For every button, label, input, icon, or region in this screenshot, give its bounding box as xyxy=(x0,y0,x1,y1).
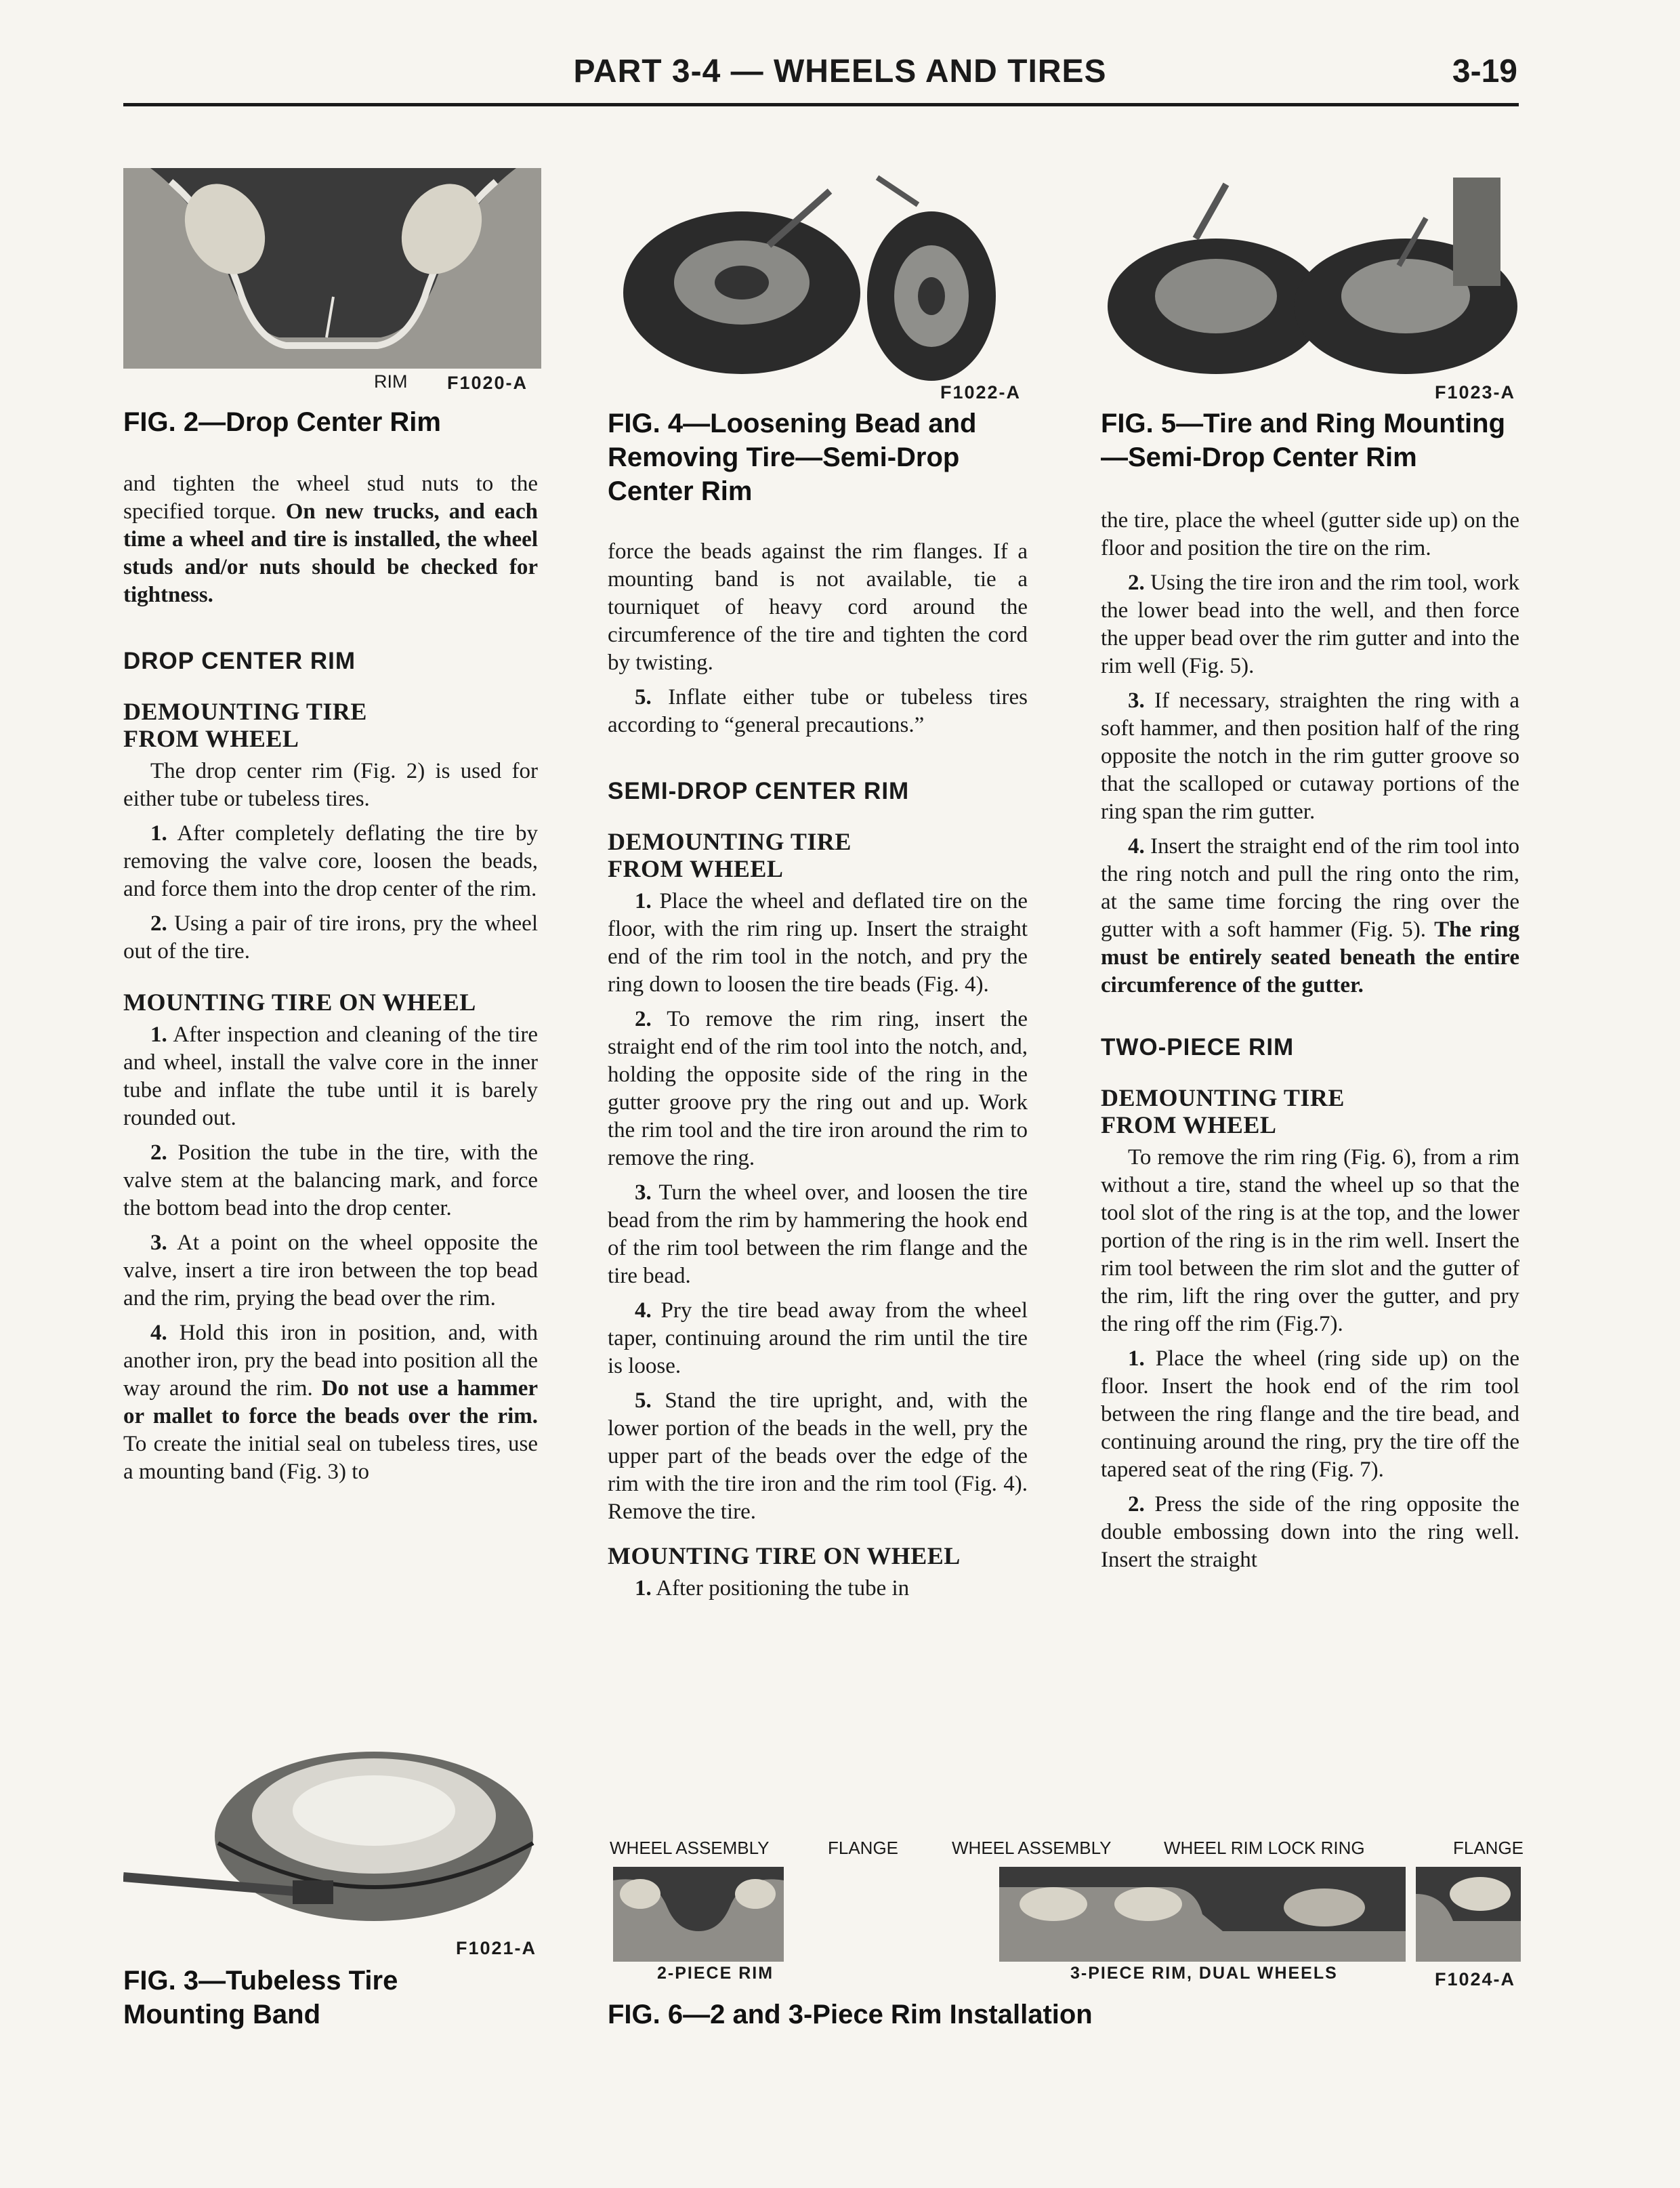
figure-tire-ring-mounting xyxy=(1101,164,1521,381)
col3-step-3: 3. If necessary, straighten the ring with a soft hammer, and then position half of the ring opposite the notch in the rim gutter groove so that the scalloped or cutaway portions of the ring span the rim gutter. xyxy=(1101,688,1519,824)
fig6-label-lock-ring: WHEEL RIM LOCK RING xyxy=(1164,1838,1365,1858)
col2-mount-step-1: 1. After positioning the tube in xyxy=(635,1576,910,1601)
page-number: 3-19 xyxy=(1452,54,1517,89)
heading-demounting-1: DEMOUNTING TIRE FROM WHEEL xyxy=(123,698,367,752)
text-column-1 xyxy=(123,470,538,1493)
fig5-caption-line1: FIG. 5—Tire and Ring Mounting xyxy=(1101,409,1506,438)
text-column-2 xyxy=(608,538,1028,1609)
col1-step-1: 1. After completely deflating the tire by removing the valve core, loosen the beads, and force them into the drop center of the rim. xyxy=(123,821,538,901)
fig4-caption xyxy=(608,407,977,508)
fig4-caption-line3: Center Rim xyxy=(608,476,753,506)
col1-mount-step-1: 1. After inspection and cleaning of the tire and wheel, install the valve core in the inner tube and inflate the tube until it is barely rounded out. xyxy=(123,1023,538,1130)
col1-intro-bold: On new trucks, and each time a wheel and tire is installed, the wheel studs and/or nuts should be checked for tightness. xyxy=(123,499,538,607)
page-header-title: PART 3-4 — WHEELS AND TIRES xyxy=(573,54,1107,89)
header-rule xyxy=(123,103,1519,106)
fig3-caption-line2: Mounting Band xyxy=(123,2000,321,2029)
heading-mounting-1: MOUNTING TIRE ON WHEEL xyxy=(123,989,476,1016)
fig4-caption-line1: FIG. 4—Loosening Bead and xyxy=(608,409,977,438)
col3-step-4: 4. Insert the straight end of the rim tool into the ring notch and pull the ring onto the rim, at the same time forcing the ring over the gutter with a soft hammer (Fig. 5). The ring must be entirely seated beneath the entire circumference of the gutter. xyxy=(1101,834,1520,997)
figure-tubeless-mounting-band xyxy=(123,1735,543,1938)
figure-loosening-bead xyxy=(606,164,1026,381)
figure-drop-center-rim xyxy=(123,168,541,369)
fig6-label-flange-2: FLANGE xyxy=(1453,1838,1524,1858)
col2-paragraph-intro: force the beads against the rim flanges. If a mounting band is not available, tie a tourniquet of heavy cord around the circumference of the tire and tighten the cord by twisting. xyxy=(608,539,1028,675)
col3-step-2: 2. Using the tire iron and the rim tool, work the lower bead into the well, and then force the upper bead over the rim gutter and into the rim well (Fig. 5). xyxy=(1101,571,1519,678)
heading-mounting-2: MOUNTING TIRE ON WHEEL xyxy=(608,1542,961,1569)
fig3-code: F1021-A xyxy=(456,1938,537,1958)
col2-demount-step-1: 1. Place the wheel and deflated tire on the floor, with the rim ring up. Insert the straight end of the rim tool in the notch, and pry the ring down to loosen the tire beads (Fig. 4). xyxy=(608,889,1028,997)
fig3-caption-line1: FIG. 3—Tubeless Tire xyxy=(123,1966,398,1996)
text-column-3 xyxy=(1101,507,1519,1581)
col3-two-piece-step-1: 1. Place the wheel (ring side up) on the floor. Insert the hook end of the rim tool between the ring flange and the tire bead, and continuing around the ring, pry the tire off the tapered seat of the ring (Fig. 7). xyxy=(1101,1346,1520,1482)
heading-demounting-2: DEMOUNTING TIRE FROM WHEEL xyxy=(608,828,852,882)
fig4-caption-line2: Removing Tire—Semi-Drop xyxy=(608,442,960,472)
fig5-code: F1023-A xyxy=(1435,382,1516,402)
col1-mount-step-2: 2. Position the tube in the tire, with the valve stem at the balancing mark, and force the bottom bead into the drop center. xyxy=(123,1140,538,1220)
figure-lock-ring-detail xyxy=(1416,1867,1521,1962)
heading-demounting-3: DEMOUNTING TIRE FROM WHEEL xyxy=(1101,1084,1345,1138)
fig6-label-wheel-assembly-2: WHEEL ASSEMBLY xyxy=(952,1838,1112,1858)
col3-paragraph-intro: the tire, place the wheel (gutter side up) on the floor and position the tire on the rim. xyxy=(1101,508,1519,560)
fig6-caption: FIG. 6—2 and 3-Piece Rim Installation xyxy=(608,2000,1093,2029)
col2-demount-step-5: 5. Stand the tire upright, and, with the lower portion of the beads in the well, pry the upper part of the beads over the edge of the rim with the tire iron and the rim tool (Fig. 4). Remove the tire. xyxy=(608,1388,1028,1524)
col1-mount-step-3: 3. At a point on the wheel opposite the valve, insert a tire iron between the top bead and the rim, prying the bead over the rim. xyxy=(123,1231,538,1310)
fig2-caption: FIG. 2—Drop Center Rim xyxy=(123,407,441,437)
fig5-caption xyxy=(1101,407,1505,474)
fig2-code: F1020-A xyxy=(447,373,528,393)
col1-step-2: 2. Using a pair of tire irons, pry the wheel out of the tire. xyxy=(123,911,538,964)
col2-demount-step-2: 2. To remove the rim ring, insert the straight end of the rim tool into the notch, and, holding the opposite side of the ring in the gutter groove pry the ring out and up. Work the rim tool and the tire iron around the rim to remove the ring. xyxy=(608,1007,1028,1170)
fig6-sub-2-piece: 2-PIECE RIM xyxy=(657,1964,774,1983)
figure-2-piece-rim xyxy=(613,1867,784,1962)
fig6-label-flange-1: FLANGE xyxy=(828,1838,899,1858)
col2-demount-step-4: 4. Pry the tire bead away from the wheel taper, continuing around the rim until the tire is loose. xyxy=(608,1298,1028,1378)
heading-semi-drop-center-rim: SEMI-DROP CENTER RIM xyxy=(608,778,910,804)
fig2-rim-label: RIM xyxy=(374,371,408,392)
heading-two-piece-rim: TWO-PIECE RIM xyxy=(1101,1034,1295,1060)
col2-demount-step-3: 3. Turn the wheel over, and loosen the tire bead from the rim by hammering the hook end of the rim tool between the rim flange and the tire bead. xyxy=(608,1180,1028,1288)
col1-paragraph-intro: and tighten the wheel stud nuts to the specified torque. On new trucks, and each time a wheel and tire is installed, the wheel studs and/or nuts should be checked for tightness. xyxy=(123,472,538,607)
col3-two-piece-step-2: 2. Press the side of the ring opposite the double embossing down into the ring well. Insert the straight xyxy=(1101,1492,1519,1572)
col1-mount-step-4: 4. Hold this iron in position, and, with another iron, pry the bead into position all the way around the rim. Do not use a hammer or mallet to force the beads over the rim. To create the initial seal on tubeless tires, use a mounting band (Fig. 3) to xyxy=(123,1321,539,1484)
col1-paragraph-drop-rim: The drop center rim (Fig. 2) is used for either tube or tubeless tires. xyxy=(123,759,538,811)
fig6-sub-3-piece: 3-PIECE RIM, DUAL WHEELS xyxy=(1070,1964,1338,1983)
figure-3-piece-rim-dual xyxy=(999,1867,1406,1962)
fig6-code: F1024-A xyxy=(1435,1969,1516,1989)
heading-drop-center-rim: DROP CENTER RIM xyxy=(123,648,356,674)
col3-paragraph-two-piece: To remove the rim ring (Fig. 6), from a rim without a tire, stand the wheel up so that the tool slot of the ring is at the top, and the lower portion of the ring is in the rim well. Insert the rim tool between the rim slot and the gutter of the rim, lift the ring over the gutter, and pry the ring off the rim (Fig.7). xyxy=(1101,1145,1519,1336)
fig5-caption-line2: —Semi-Drop Center Rim xyxy=(1101,442,1417,472)
fig3-caption xyxy=(123,1964,398,2031)
col2-step-5: 5. Inflate either tube or tubeless tires according to “general precautions.” xyxy=(608,685,1028,737)
fig6-label-wheel-assembly-1: WHEEL ASSEMBLY xyxy=(610,1838,770,1858)
fig4-code: F1022-A xyxy=(940,382,1022,402)
